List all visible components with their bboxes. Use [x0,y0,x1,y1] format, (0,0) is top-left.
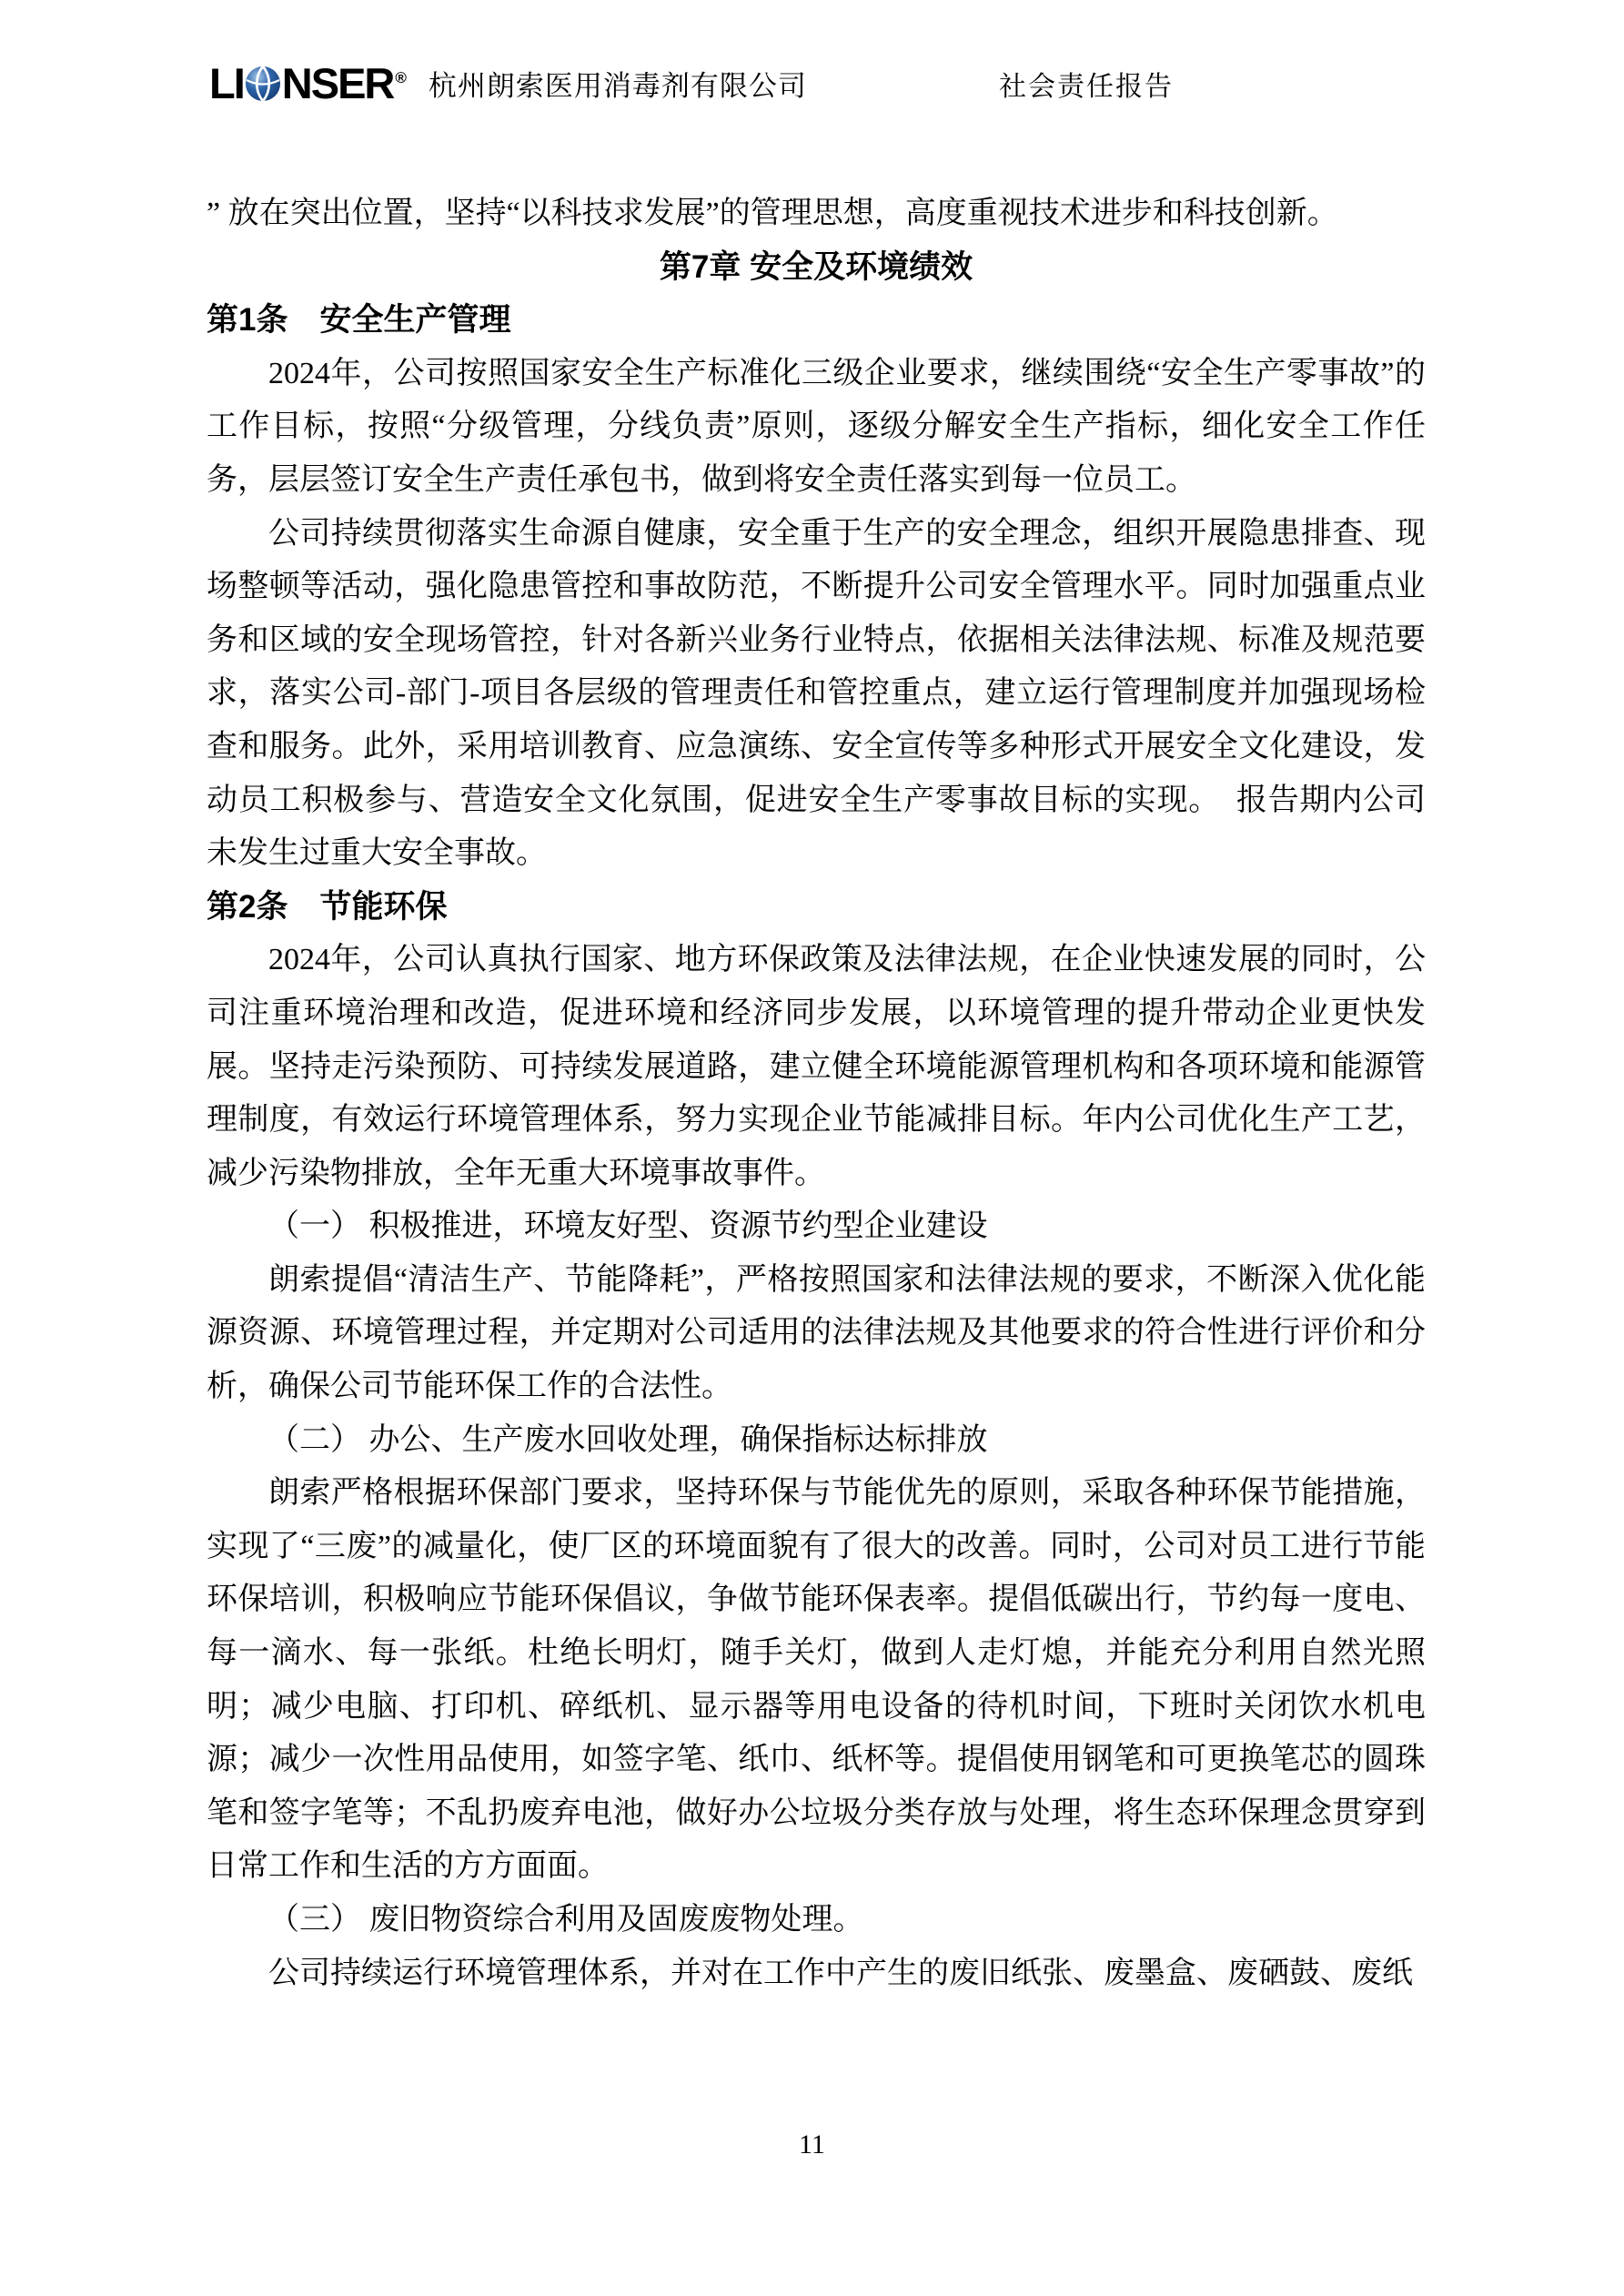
section-1-heading: 第1条 安全生产管理 [207,302,511,339]
logo-text-right: NSER [281,59,394,107]
paragraph: 2024年，公司认真执行国家、地方环保政策及法律法规，在企业快速发展的同时，公司注重环境治理和改造，促进环境和经济同步发展，以环境管理的提升带动企业更快发展。坚持走污染预防、可持续发展道路，建立健全环境能源管理机构和各项环境和能源管理制度，有效运行环境管理体系，努力实现企业节能减排目标。年内公司优化生产工艺，减少污染物排放，全年无重大环境事故事件。 [207,943,1426,1190]
page-number: 11 [799,2129,825,2159]
globe-icon [245,66,281,102]
intro-line: ” 放在突出位置，坚持“以科技求发展”的管理思想，高度重视技术进步和科技创新。 [207,197,1338,230]
page-footer [0,2129,1624,2160]
company-name: 杭州朗索医用消毒剂有限公司 [428,70,807,102]
paragraph: 2024年，公司按照国家安全生产标准化三级企业要求，继续围绕“安全生产零事故”的工作目标，按照“分级管理，分线负责”原则，逐级分解安全生产指标，细化安全工作任务，层层签订安全生产责任承包书，做到将安全责任落实到每一位员工。 [207,356,1426,497]
paragraph: 公司持续贯彻落实生命源自健康，安全重于生产的安全理念，组织开展隐患排查、现场整顿等活动，强化隐患管控和事故防范，不断提升公司安全管理水平。同时加强重点业务和区域的安全现场管控，针对各新兴业务行业特点，依据相关法律法规、标准及规范要求，落实公司-部门-项目各层级的管理责任和管控重点，建立运行管理制度并加强现场检查和服务。此外，采用培训教育、应急演练、安全宣传等多种形式开展安全文化建设，发动员工积极参与、营造安全文化氛围，促进安全生产零事故目标的实现。 报告期内公司未发生过重大安全事故。 [207,516,1426,871]
registered-mark: ® [395,69,407,86]
paragraph: 朗索严格根据环保部门要求，坚持环保与节能优先的原则，采取各种环保节能措施，实现了“三废”的减量化，使厂区的环境面貌有了很大的改善。同时，公司对员工进行节能环保培训，积极响应节能环保倡议，争做节能环保表率。提倡低碳出行，节约每一度电、每一滴水、每一张纸。杜绝长明灯，随手关灯，做到人走灯熄，并能充分利用自然光照明；减少电脑、打印机、碎纸机、显示器等用电设备的待机时间，下班时关闭饮水机电源；减少一次性用品使用，如签字笔、纸巾、纸杯等。提倡使用钢笔和可更换笔芯的圆珠笔和签字笔等；不乱扔废弃电池，做好办公垃圾分类存放与处理，将生态环保理念贯穿到日常工作和生活的方方面面。 [207,1476,1426,1884]
paragraph: 公司持续运行环境管理体系，并对在工作中产生的废旧纸张、废墨盒、废硒鼓、废纸 [268,1956,1413,1990]
logo-text-left: LI [209,59,244,107]
page-header [209,59,1469,107]
sub-item-3: （三） 废旧物资综合利用及固废废物处理。 [268,1903,864,1937]
sub-item-1: （一） 积极推进，环境友好型、资源节约型企业建设 [268,1209,988,1244]
report-title: 社会责任报告 [999,71,1174,102]
lionser-logo [209,59,407,107]
document-body [207,187,1426,2000]
paragraph: 朗索提倡“清洁生产、节能降耗”，严格按照国家和法律法规的要求，不断深入优化能源资源、环境管理过程，并定期对公司适用的法律法规及其他要求的符合性进行评价和分析，确保公司节能环保工作的合法性。 [207,1262,1426,1404]
chapter-heading: 第7章 安全及环境绩效 [659,248,973,285]
section-2-heading: 第2条 节能环保 [207,888,448,925]
sub-item-2: （二） 办公、生产废水回收处理，确保指标达标排放 [268,1422,988,1457]
